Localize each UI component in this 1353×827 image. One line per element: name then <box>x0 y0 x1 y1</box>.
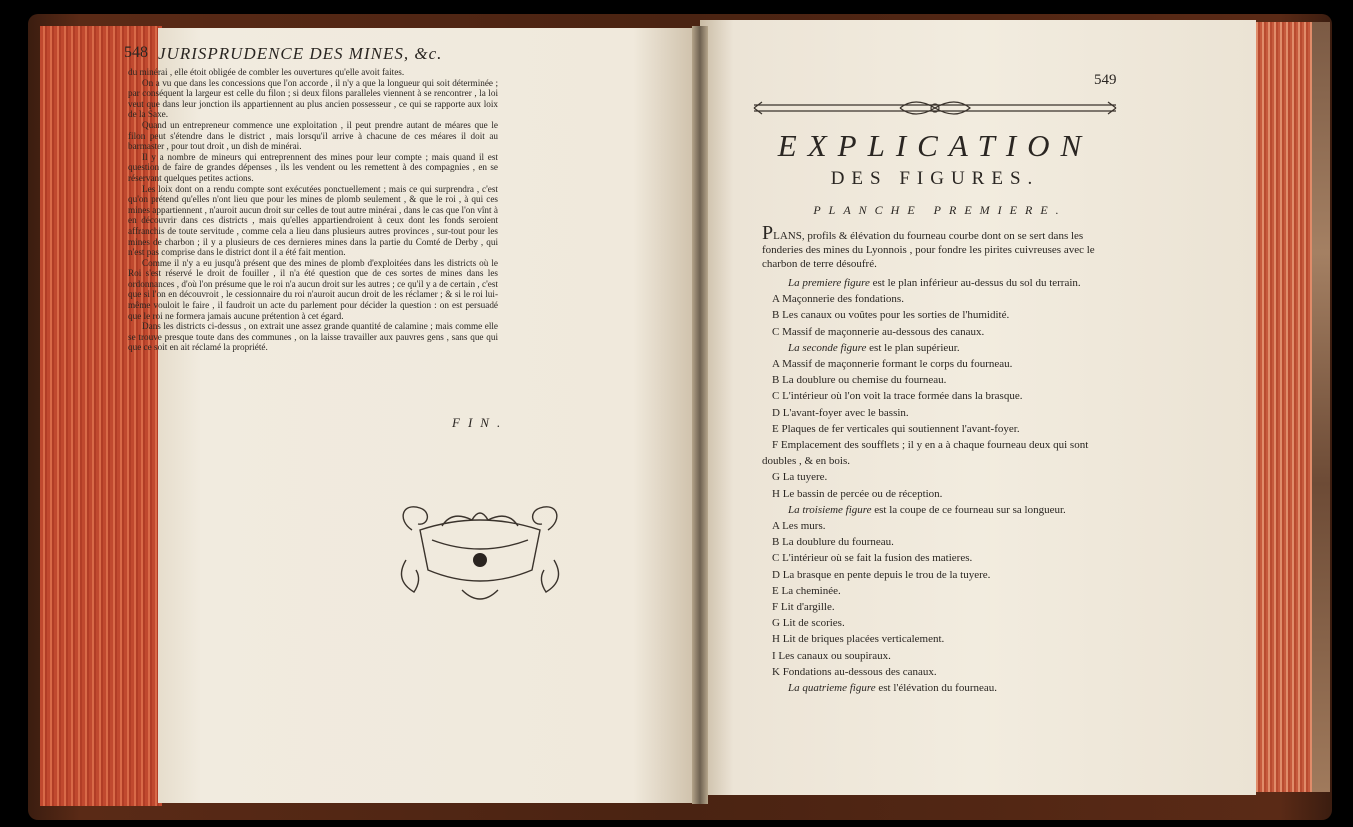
running-head: JURISPRUDENCE DES MINES, &c. <box>158 44 443 63</box>
figure-label: La seconde figure <box>788 341 867 354</box>
paragraph: Dans les districts ci-dessus , on extrait une assez grande quantité de calamine ; mais comme elle se trouve presque toute dans des communes , on la laisse travailler aux pauvres gens , sans que qui que ce soit en ait réclamé la propriété. <box>128 321 498 353</box>
figure-label: La premiere figure <box>788 277 870 289</box>
figure-text: est l'élévation du fourneau. <box>875 682 998 695</box>
legend-item: H Lit de briques placées verticalement. <box>772 633 945 646</box>
paragraph: Quand un entrepreneur commence une exploitation , il peut prendre autant de méares que le filon peut s'étendre dans le district , mais lorsqu'il arrive à chacune de ces méares il doit au barmaster , pour tout droit , un dish de minérai. <box>128 119 498 152</box>
legend-item-continued: doubles , & en bois. <box>762 455 850 468</box>
figure-caption <box>762 275 1124 291</box>
intro-text: LANS, profils & élévation du fourneau courbe dont on se sert dans les fonderies des mines du Lyonnois , pour fondre les pirites cuivreuses avec le charbon de terre désoufré. <box>762 230 1095 270</box>
paragraph: On a vu que dans les concessions que l'on accorde , il n'y a que la longueur qui soit déterminée ; par conséquent la largeur est celle du filon ; si deux filons paralleles viennent à se rencontrer , la loi veut que dans leur jonction ils appartiennent au plus ancien possesseur , ce qui se rapporte aux loix de la Saxe. <box>128 77 498 120</box>
paragraph: Comme il n'y a eu jusqu'à présent que des mines de plomb d'exploitées dans les districts où le Roi s'est réservé le droit de fouiller , il n'a été question que de ces sortes de mines dans les ordonnances , d'où l'on présume que le roi n'a aucun droit sur les autres ; ce qu'il y a de certain , c'est que si l'on en découvroit , le cessionnaire du roi n'auroit aucun droit de les réclamer ; & si le roi lui-même vouloit le faire , il faudroit un acte du parlement pour décider la question : on est persuadé que le roi ne formera jamais aucune prétention à cet égard. <box>128 257 498 321</box>
legend-item: G La tuyere. <box>772 471 828 484</box>
paragraph: Il y a nombre de mineurs qui entreprennent des mines pour leur compte ; mais quand il est question de faire de grandes dépenses , ils les vendent ou les remettent à des compagnies , en se réservant quelques petites actions. <box>128 151 498 183</box>
legend-item: B Les canaux ou voûtes pour les sorties de l'humidité. <box>772 309 1010 322</box>
paragraph: du minérai , elle étoit obligée de combler les ouvertures qu'elle avoit faites. <box>128 67 405 77</box>
figure-label: La troisieme figure <box>788 503 872 516</box>
legend-item: C Massif de maçonnerie au-dessous des canaux. <box>772 325 985 338</box>
page-subtitle: DES FIGURES. <box>830 168 1040 189</box>
right-page-edges <box>1254 22 1312 792</box>
legend-item: B La doublure du fourneau. <box>772 536 894 549</box>
legend-item: A Les murs. <box>772 520 826 533</box>
legend-item: K Fondations au-dessous des canaux. <box>772 665 937 678</box>
legend-item: F Emplacement des soufflets ; il y en a à chaque fourneau deux qui sont <box>772 439 1089 452</box>
figure-label: La quatrieme figure <box>788 682 876 695</box>
page-title: EXPLICATION <box>777 128 1093 163</box>
left-page-body <box>128 67 498 353</box>
headpiece-ornament <box>750 96 1120 120</box>
legend-item: D L'avant-foyer avec le bassin. <box>772 406 909 419</box>
right-page-number: 549 <box>1094 72 1117 88</box>
figure-caption <box>762 680 1124 696</box>
legend-item: C L'intérieur où l'on voit la trace formée dans la brasque. <box>772 390 1023 403</box>
legend-item: A Massif de maçonnerie formant le corps du fourneau. <box>772 358 1013 371</box>
legend-item: B La doublure ou chemise du fourneau. <box>772 374 947 387</box>
legend-item: A Maçonnerie des fondations. <box>772 293 904 306</box>
figure-text: est le plan supérieur. <box>866 341 960 354</box>
plate-heading: PLANCHE PREMIERE. <box>813 203 1067 217</box>
legend-item: G Lit de scories. <box>772 617 845 630</box>
left-page-number: 548 <box>124 44 148 61</box>
decorative-vignette <box>392 500 568 608</box>
legend-item: H Le bassin de percée ou de réception. <box>772 487 943 500</box>
figure-text: est le plan inférieur au-dessus du sol du terrain. <box>869 277 1081 289</box>
legend-item: E La cheminée. <box>772 584 841 597</box>
legend-item: F Lit d'argille. <box>772 601 835 614</box>
legend-item: C L'intérieur où se fait la fusion des matieres. <box>772 552 973 565</box>
legend-item: D La brasque en pente depuis le trou de la tuyere. <box>772 568 991 581</box>
figure-text: est la coupe de ce fourneau sur sa longueur. <box>871 503 1066 516</box>
legend-item: E Plaques de fer verticales qui soutiennent l'avant-foyer. <box>772 422 1020 435</box>
drop-cap: P <box>762 222 774 244</box>
figure-caption <box>762 340 1124 356</box>
book-gutter <box>692 26 708 804</box>
fin-label: FIN. <box>452 415 509 430</box>
paragraph: Les loix dont on a rendu compte sont exécutées ponctuellement ; mais ce qui surprendra , c'est qu'on prétend qu'elles n'ont lieu que pour les mines de plomb seulement , & que le roi , à qui ces mines appartiennent , n'auroit aucun droit sur celles de tout autre minérai , dans le cas que l'on vînt à en découvrir dans ces districts , mais qu'elles appartiendroient à ceux dont les fonds seroient affranchis de toute servitude , comme cela a lieu dans plusieurs autres provinces , sur-tout pour les mines de charbon ; il y a plusieurs de ces dernieres mines dans la partie du Comté de Derby , qui n'est pas comprise dans le district dont il a été fait mention. <box>128 183 498 258</box>
figure-caption <box>762 502 1124 518</box>
legend-item: I Les canaux ou soupiraux. <box>772 649 891 662</box>
right-page-body <box>762 222 1124 696</box>
intro-paragraph <box>762 222 1124 271</box>
